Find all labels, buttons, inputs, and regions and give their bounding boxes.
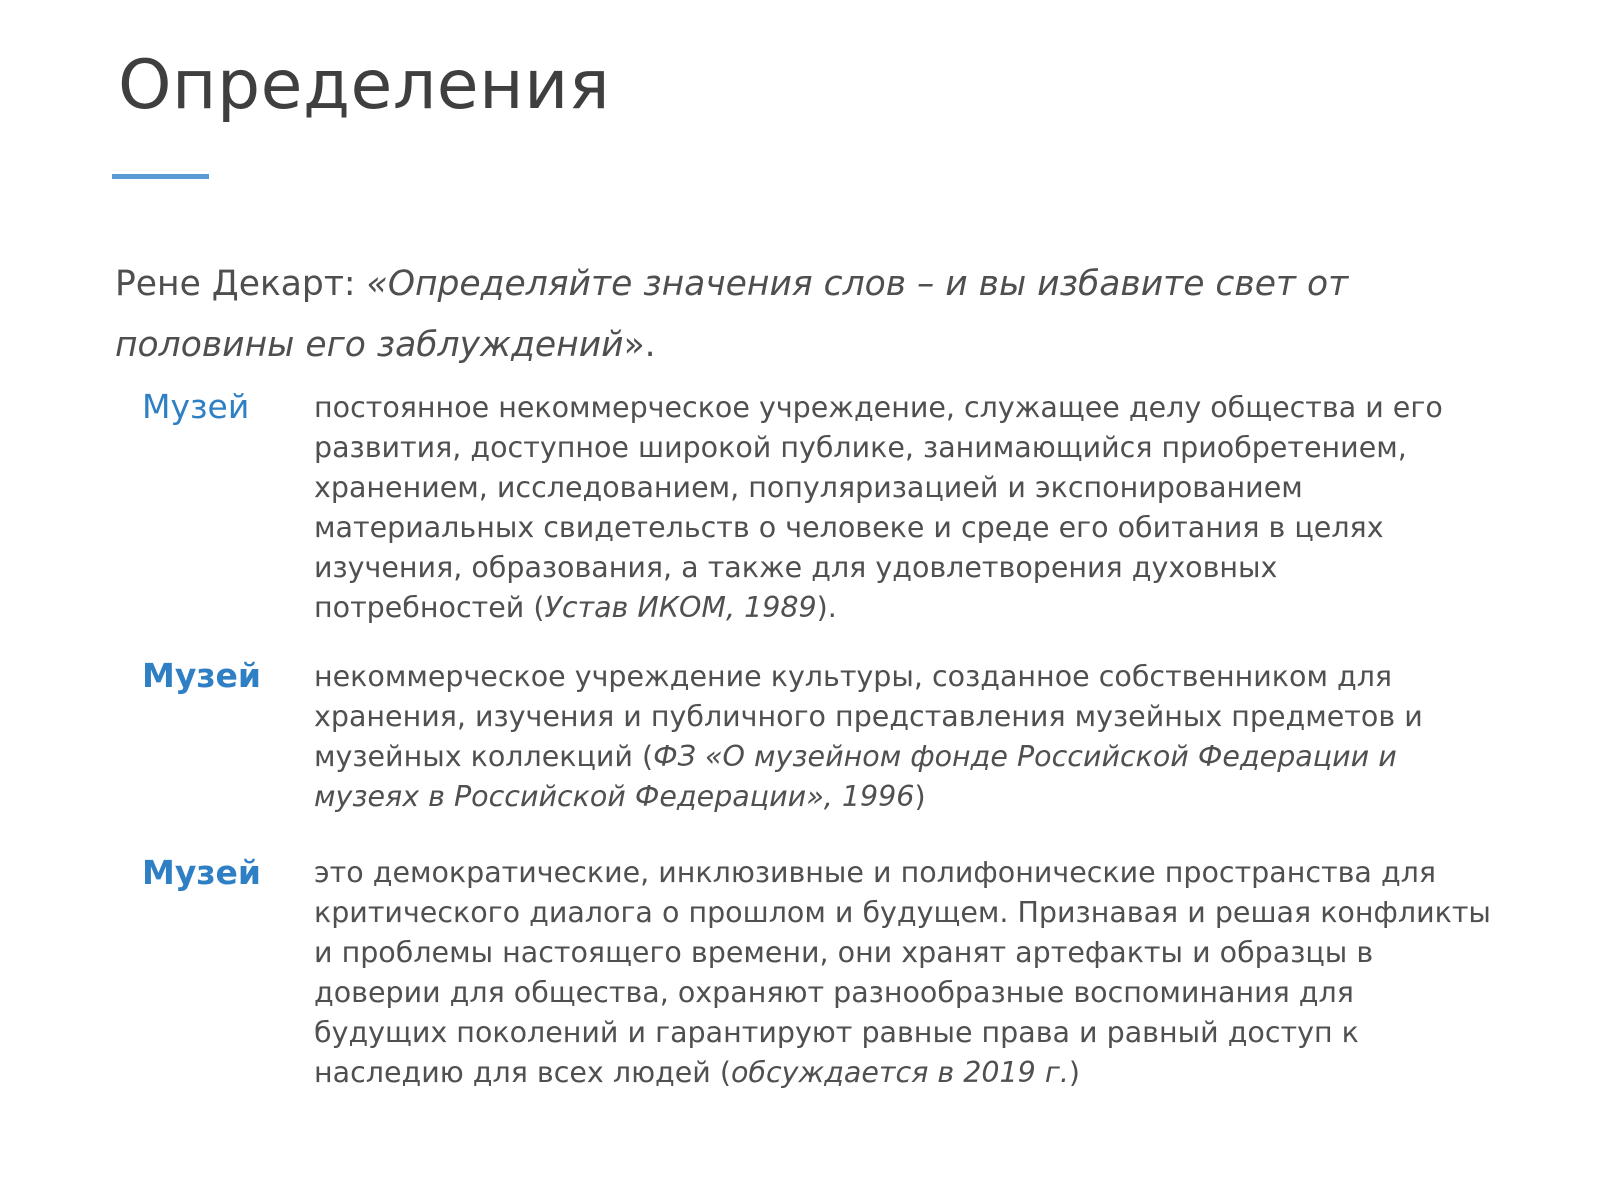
slide-title: Определения xyxy=(118,46,611,125)
definition-text-2: некоммерческое учреждение культуры, созданное собственником для хранения, изучения и публичного представления музейных предметов и музейных коллекций ( xyxy=(314,660,1423,773)
definition-source-1: Устав ИКОМ, 1989 xyxy=(544,591,817,624)
descartes-quote xyxy=(115,254,1515,376)
definition-body-1 xyxy=(314,388,1494,628)
definition-body-2 xyxy=(314,657,1494,817)
definition-end-3: ) xyxy=(1068,1056,1081,1089)
definition-term-3: Музей xyxy=(142,853,262,892)
quote-text: «Определяйте значения слов – и вы избавите свет от половины его заблуждений xyxy=(115,264,1349,365)
definition-text-1: постоянное некоммерческое учреждение, служащее делу общества и его развития, доступное широкой публике, занимающийся приобретением, хранением, исследованием, популяризацией и экспонированием материальных свидетельств о человеке и среде его обитания в целях изучения, образования, а также для удовлетворения духовных потребностей ( xyxy=(314,391,1443,624)
quote-author: Рене Декарт: xyxy=(115,264,367,304)
definition-source-3: обсуждается в 2019 г. xyxy=(731,1056,1069,1089)
definition-body-3 xyxy=(314,853,1494,1093)
definition-end-2: ) xyxy=(914,780,926,813)
definition-source-2: ФЗ «О музейном фонде Российской Федерации и музеях в Российской Федерации», 1996 xyxy=(314,740,1397,813)
quote-tail: ». xyxy=(623,325,656,365)
definition-term-1: Музей xyxy=(142,387,250,426)
definition-text-3: это демократические, инклюзивные и полифонические пространства для критического диалога о прошлом и будущем. Признавая и решая конфликты и проблемы настоящего времени, они хранят артефакты и образцы в доверии для общества, охраняют разнообразные воспоминания для будущих поколений и гарантируют равные права и равный доступ к наследию для всех людей ( xyxy=(314,856,1491,1089)
definition-term-2: Музей xyxy=(142,656,262,695)
title-underline xyxy=(112,174,209,179)
definition-end-1: ). xyxy=(816,591,837,624)
